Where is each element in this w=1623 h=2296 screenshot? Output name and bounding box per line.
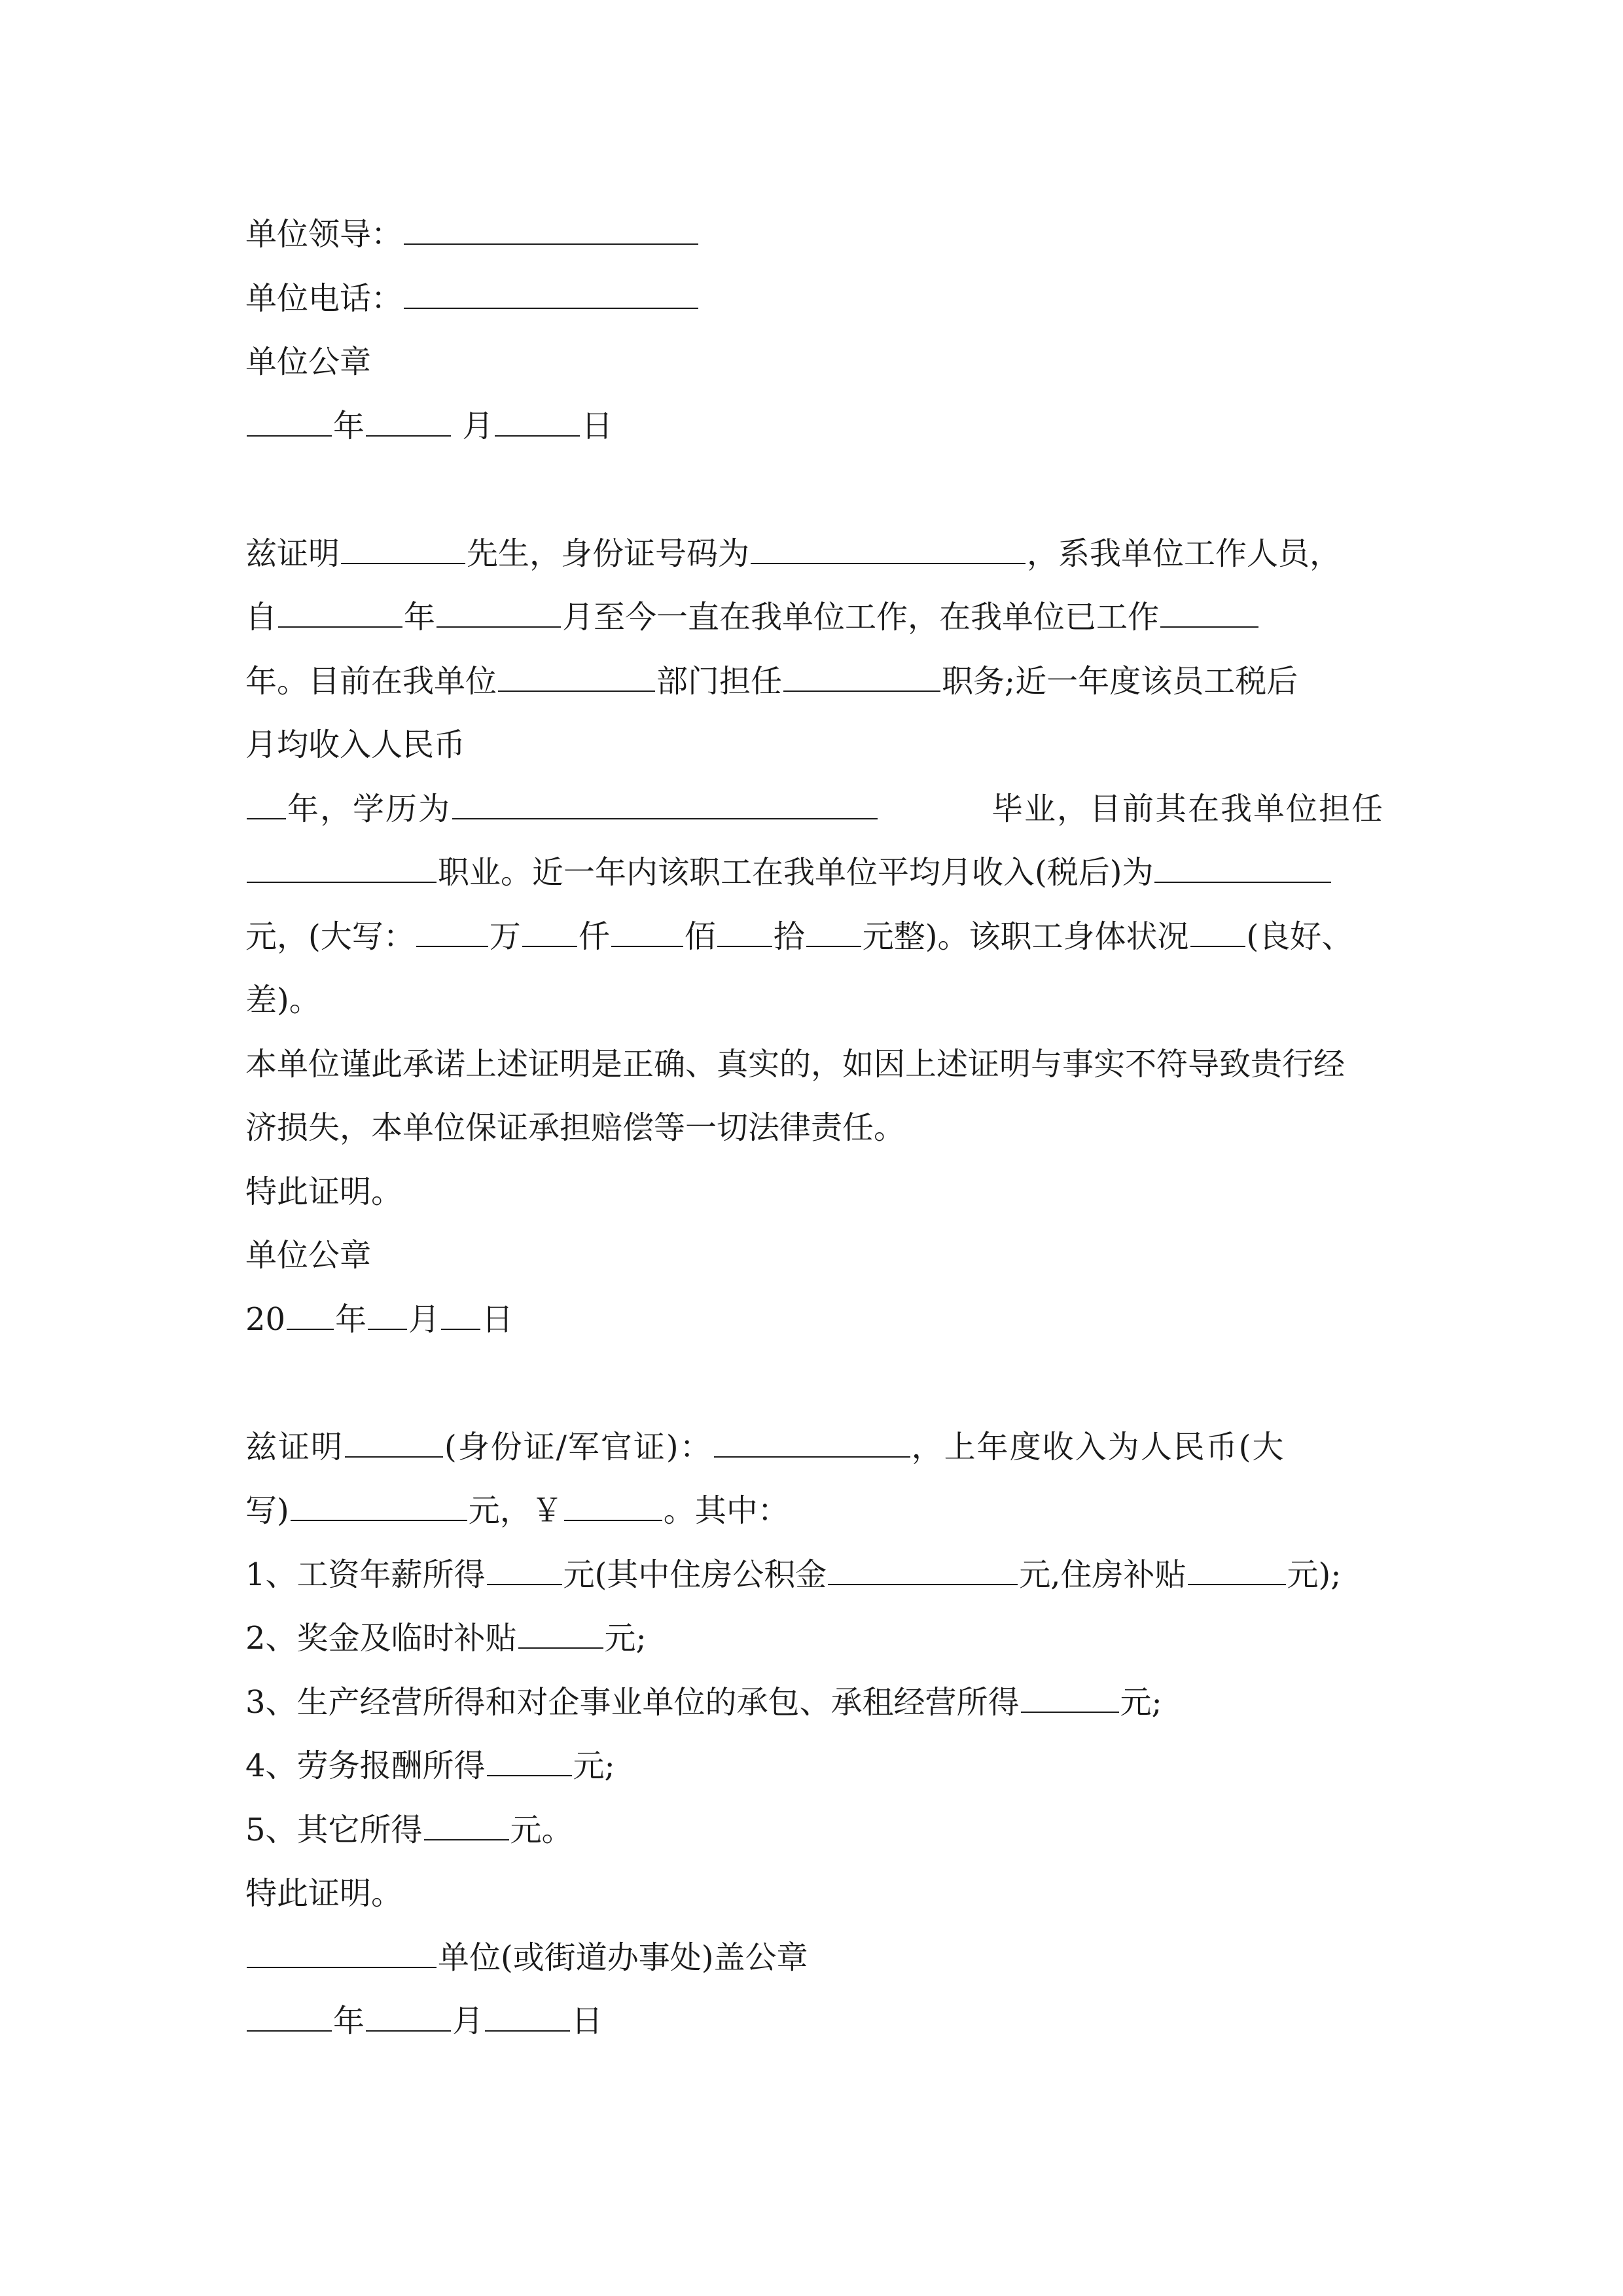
date-line-2: [245, 1288, 1384, 1352]
id-blank-3[interactable]: [714, 1430, 910, 1458]
document-body: [245, 203, 1384, 2054]
business-income-blank[interactable]: [1021, 1685, 1119, 1713]
s3-line-1: [245, 1416, 1384, 1480]
s3-text: 元;: [573, 1748, 615, 1784]
department-blank[interactable]: [498, 664, 655, 692]
seal-label-1: 单位公章: [245, 344, 372, 380]
amount-number-blank[interactable]: [564, 1494, 662, 1521]
date-line-3: [245, 1990, 1384, 2054]
s2-line-3: [245, 650, 1384, 714]
s3-item-2: [245, 1607, 1384, 1671]
year-blank-1[interactable]: [247, 409, 332, 437]
s2-text: 元整)。该职工身体状况: [862, 918, 1189, 955]
s3-text: 特此证明。: [245, 1875, 403, 1912]
s2-line-7: [245, 905, 1384, 969]
seal-label-2: 单位公章: [245, 1237, 372, 1274]
s3-text: 元，￥: [468, 1492, 563, 1529]
s2-text: 拾: [773, 918, 805, 955]
month-label-3: 月: [452, 2003, 484, 2039]
leader-blank[interactable]: [404, 217, 698, 245]
start-year-blank[interactable]: [278, 600, 402, 628]
s2-line-10: [245, 1096, 1384, 1160]
s2-text: 月均收入人民币: [245, 726, 466, 763]
day-blank-2[interactable]: [441, 1302, 480, 1330]
s2-text: ，系我单位工作人员，: [1027, 535, 1342, 572]
housing-fund-blank[interactable]: [828, 1558, 1018, 1585]
year-blank-3[interactable]: [247, 2004, 332, 2032]
s2-text: 济损失，本单位保证承担赔偿等一切法律责任。: [245, 1109, 906, 1146]
unit-name-blank[interactable]: [247, 1941, 437, 1968]
s3-text: 写): [245, 1492, 289, 1529]
s2-line-4: [245, 713, 1384, 778]
s2-text: 本单位谨此承诺上述证明是正确、真实的，如因上述证明与事实不符导致贵行经: [245, 1045, 1346, 1083]
years-worked-blank[interactable]: [1160, 600, 1258, 628]
id-number-blank[interactable]: [751, 537, 1026, 564]
month-label-1: 月: [462, 407, 494, 444]
s3-text: (身份证/军官证)：: [444, 1428, 713, 1465]
s2-text: 特此证明。: [245, 1173, 403, 1210]
wan-blank[interactable]: [416, 920, 488, 947]
s2-line-6: [245, 841, 1384, 905]
s2-line-5: [245, 778, 1384, 842]
s3-text: 2、奖金及临时补贴: [245, 1620, 517, 1657]
avg-income-blank[interactable]: [1154, 855, 1331, 883]
health-blank[interactable]: [1190, 920, 1245, 947]
s3-text: 5、其它所得: [245, 1811, 423, 1848]
salary-blank[interactable]: [487, 1558, 562, 1585]
s2-text: 职务;近一年度该员工税后: [942, 662, 1298, 700]
s2-line-8: [245, 969, 1384, 1033]
s2-line-12: [245, 1224, 1384, 1288]
s3-text: ，上年度收入为人民币(大: [911, 1428, 1285, 1465]
s2-text: 20: [245, 1300, 286, 1338]
labor-income-blank[interactable]: [487, 1749, 572, 1776]
s3-text: 元。: [510, 1811, 573, 1848]
s2-text: 职业。近一年内该职工在我单位平均月收入(税后)为: [438, 854, 1154, 891]
grad-year-blank[interactable]: [247, 792, 286, 819]
day-blank-3[interactable]: [485, 2004, 570, 2032]
name-blank[interactable]: [341, 537, 465, 564]
s2-text: 兹证明: [245, 535, 340, 572]
seal-label-3: 单位(或街道办事处)盖公章: [438, 1939, 808, 1976]
s3-item-4: [245, 1734, 1384, 1799]
s3-text: 兹证明: [245, 1428, 344, 1465]
s2-text: (良好、: [1246, 918, 1353, 955]
amount-words-blank[interactable]: [291, 1494, 467, 1521]
day-label-3: 日: [571, 2003, 603, 2039]
s2-text: 年，学历为: [287, 790, 452, 827]
bai-blank[interactable]: [611, 920, 683, 947]
s3-item-1: [245, 1543, 1384, 1607]
seal-line-1: [245, 331, 1384, 395]
year-blank-2[interactable]: [287, 1302, 334, 1330]
bonus-blank[interactable]: [518, 1621, 603, 1649]
s2-text: 元，(大写：: [245, 918, 415, 955]
qian-blank[interactable]: [522, 920, 577, 947]
month-blank-1[interactable]: [366, 409, 451, 437]
s2-text: 毕业，目前其在我单位担任: [991, 790, 1384, 827]
s2-text: 月: [408, 1300, 440, 1338]
year-label-1: 年: [333, 407, 365, 444]
s2-text: 万: [489, 918, 521, 955]
phone-line: [245, 267, 1384, 331]
s3-text: 元;: [604, 1620, 647, 1657]
s2-text: 差)。: [245, 982, 321, 1018]
occupation-blank[interactable]: [247, 855, 437, 883]
s2-text: 部门担任: [656, 662, 783, 700]
s2-text: 仟: [578, 918, 610, 955]
yuan-blank[interactable]: [806, 920, 861, 947]
s3-text: 元,住房补贴: [1019, 1556, 1186, 1593]
shi-blank[interactable]: [717, 920, 772, 947]
s2-line-2: [245, 586, 1384, 650]
housing-subsidy-blank[interactable]: [1188, 1558, 1286, 1585]
day-label-1: 日: [581, 407, 613, 444]
s3-item-3: [245, 1671, 1384, 1735]
s3-text: 1、工资年薪所得: [245, 1556, 486, 1593]
day-blank-1[interactable]: [495, 409, 580, 437]
s2-line-11: [245, 1160, 1384, 1225]
leader-line: [245, 203, 1384, 267]
start-month-blank[interactable]: [437, 600, 561, 628]
s3-item-5: [245, 1799, 1384, 1863]
s3-seal-line: [245, 1926, 1384, 1990]
s3-closing: [245, 1862, 1384, 1926]
s2-text: 日: [482, 1300, 514, 1338]
s3-text: 3、生产经营所得和对企事业单位的承包、承租经营所得: [245, 1683, 1020, 1721]
s2-text: 先生，身份证号码为: [467, 535, 750, 572]
month-blank-3[interactable]: [366, 2004, 451, 2032]
s3-text: 元);: [1287, 1556, 1342, 1593]
month-blank-2[interactable]: [368, 1302, 407, 1330]
s2-text: 年: [335, 1300, 367, 1338]
position-blank[interactable]: [783, 664, 940, 692]
s2-text: 月至今一直在我单位工作，在我单位已工作: [562, 599, 1160, 636]
s2-text: 年。目前在我单位: [245, 662, 497, 700]
leader-label: 单位领导：: [245, 216, 403, 253]
name-blank-3[interactable]: [345, 1430, 443, 1458]
s2-text: 年: [404, 599, 436, 636]
s3-text: 元(其中住房公积金: [563, 1556, 827, 1593]
s3-text: 元;: [1120, 1683, 1162, 1721]
s2-line-9: [245, 1033, 1384, 1097]
s3-line-2: [245, 1479, 1384, 1543]
date-line-1: [245, 395, 1384, 459]
year-label-3: 年: [333, 2003, 365, 2039]
phone-blank[interactable]: [404, 281, 698, 309]
s2-text: 自: [245, 599, 277, 636]
phone-label: 单位电话：: [245, 279, 403, 317]
education-blank[interactable]: [452, 792, 878, 819]
other-income-blank[interactable]: [424, 1813, 509, 1840]
s2-text: 佰: [684, 918, 716, 955]
s2-line-1: [245, 522, 1384, 586]
s3-text: 。其中：: [663, 1492, 789, 1529]
s3-text: 4、劳务报酬所得: [245, 1748, 486, 1784]
